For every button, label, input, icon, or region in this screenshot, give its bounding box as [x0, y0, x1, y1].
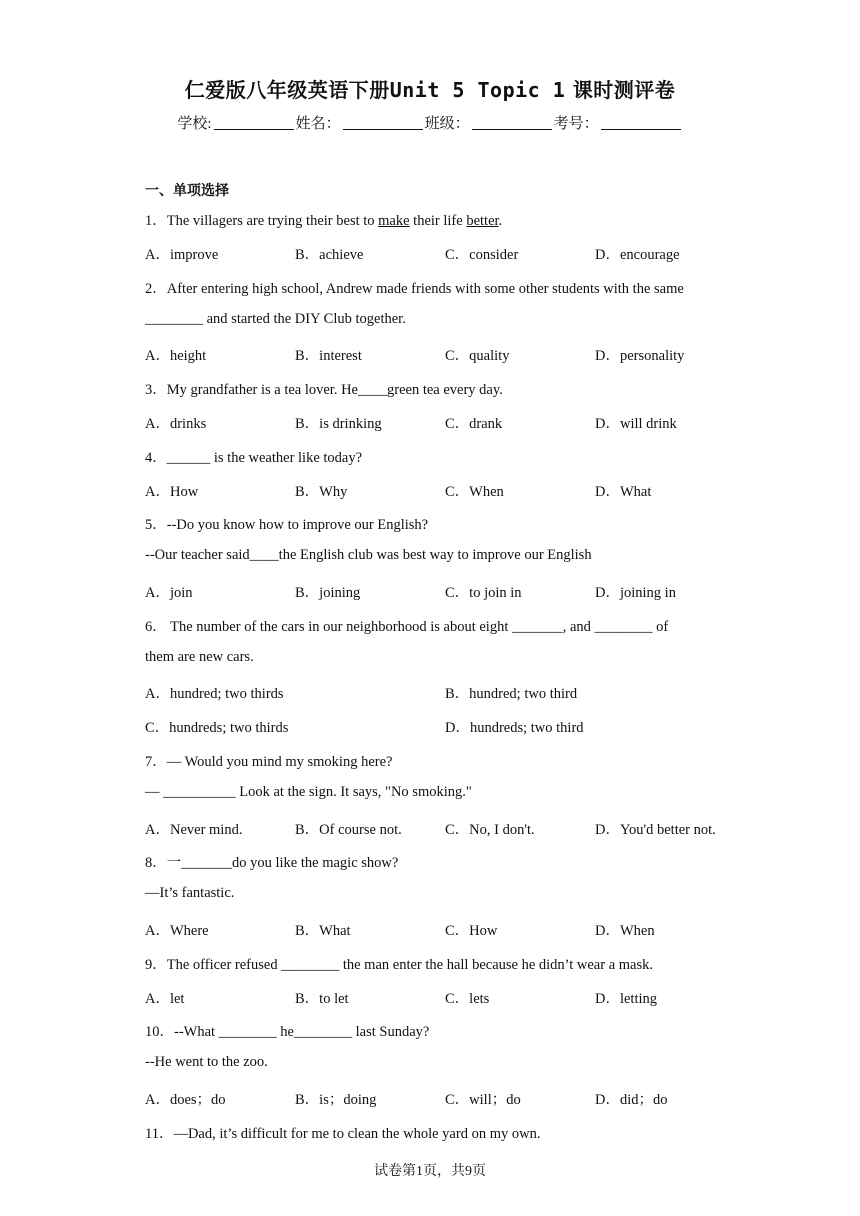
q4-option-b[interactable]: B．Why [295, 484, 348, 500]
q8-option-b[interactable]: B．What [295, 923, 351, 939]
q9-option-b[interactable]: B．to let [295, 991, 349, 1007]
page-footer: 试卷第1页，共9页 [374, 1164, 486, 1179]
q8-option-a[interactable]: A．Where [145, 923, 209, 939]
q1-option-d[interactable]: D．encourage [595, 247, 680, 263]
title-part-c: 课时测评卷 [572, 78, 676, 102]
q9-option-a[interactable]: A．let [145, 991, 185, 1007]
q1-underlined-better: better [466, 213, 499, 229]
section-title: 一、单项选择 [145, 183, 229, 199]
q4-option-a[interactable]: A．How [145, 484, 199, 500]
exam-number-blank[interactable] [601, 115, 681, 130]
title-part-b: Unit 5 Topic 1 [389, 78, 566, 102]
q3-option-c[interactable]: C．drank [445, 416, 503, 432]
q5-option-d[interactable]: D．joining in [595, 585, 676, 601]
q7-option-c[interactable]: C．No, I don't. [445, 822, 535, 838]
student-info-line [0, 112, 860, 133]
question-8-stem-line2: —It’s fantastic. [145, 885, 235, 901]
q1-option-a[interactable]: A．improve [145, 247, 219, 263]
class-blank[interactable] [472, 115, 552, 130]
q6-option-d[interactable]: D．hundreds; two third [445, 720, 584, 736]
q3-option-d[interactable]: D．will drink [595, 416, 677, 432]
q4-option-c[interactable]: C．When [445, 484, 504, 500]
question-10-stem-line2: --He went to the zoo. [145, 1054, 268, 1070]
q1-option-b[interactable]: B．achieve [295, 247, 364, 263]
question-7-stem-line2: — __________ Look at the sign. It says, "No smoking." [145, 784, 472, 800]
q5-option-c[interactable]: C．to join in [445, 585, 522, 601]
q2-option-c[interactable]: C．quality [445, 348, 510, 364]
q3-option-a[interactable]: A．drinks [145, 416, 207, 432]
q6-option-c[interactable]: C．hundreds; two thirds [145, 720, 289, 736]
q10-option-a[interactable]: A．does；do [145, 1092, 226, 1108]
question-11-stem-line1: 11．—Dad, it’s difficult for me to clean the whole yard on my own. [145, 1126, 541, 1142]
name-blank[interactable] [343, 115, 423, 130]
q6-option-b[interactable]: B．hundred; two third [445, 686, 578, 702]
q7-option-b[interactable]: B．Of course not. [295, 822, 402, 838]
question-2-stem-line2: ________ and started the DIY Club together. [145, 311, 406, 327]
q6-option-a[interactable]: A．hundred; two thirds [145, 686, 284, 702]
class-label: 班级： [424, 116, 470, 132]
q3-option-b[interactable]: B．is drinking [295, 416, 382, 432]
school-label: 学校: [177, 116, 212, 132]
page-title [0, 74, 860, 103]
q8-option-d[interactable]: D．When [595, 923, 655, 939]
q4-option-d[interactable]: D．What [595, 484, 652, 500]
question-1-stem [145, 209, 502, 230]
q7-option-d[interactable]: D．You'd better not. [595, 822, 716, 838]
q5-option-b[interactable]: B．joining [295, 585, 361, 601]
q9-option-d[interactable]: D．letting [595, 991, 658, 1007]
q2-option-b[interactable]: B．interest [295, 348, 362, 364]
q5-option-a[interactable]: A．join [145, 585, 193, 601]
q2-option-a[interactable]: A．height [145, 348, 207, 364]
school-blank[interactable] [214, 115, 294, 130]
question-10-stem-line1: 10．--What ________ he________ last Sunday? [145, 1024, 430, 1040]
q9-option-c[interactable]: C．lets [445, 991, 490, 1007]
name-label: 姓名： [295, 116, 341, 132]
q1-text-mid: their life [409, 213, 467, 229]
q1-underlined-make: make [378, 213, 410, 229]
q7-option-a[interactable]: A．Never mind. [145, 822, 243, 838]
title-part-a: 仁爱版八年级英语下册 [184, 78, 390, 102]
q1-option-c[interactable]: C．consider [445, 247, 519, 263]
question-5-stem-line1: 5．--Do you know how to improve our English? [145, 517, 429, 533]
question-2-stem-line1: 2．After entering high school, Andrew made friends with some other students with the same [145, 281, 684, 297]
q2-option-d[interactable]: D．personality [595, 348, 685, 364]
question-3-stem: 3．My grandfather is a tea lover. He____green tea every day. [145, 382, 503, 398]
exam-number-label: 考号： [553, 116, 599, 132]
q1-text-pre: 1．The villagers are trying their best to [145, 213, 379, 229]
q1-text-post: . [498, 213, 503, 229]
q10-option-d[interactable]: D．did；do [595, 1092, 668, 1108]
q8-option-c[interactable]: C．How [445, 923, 498, 939]
q10-option-c[interactable]: C．will；do [445, 1092, 521, 1108]
question-7-stem-line1: 7．— Would you mind my smoking here? [145, 754, 393, 770]
question-5-stem-line2: --Our teacher said____the English club was best way to improve our English [145, 547, 592, 563]
q10-option-b[interactable]: B．is；doing [295, 1092, 377, 1108]
question-6-stem-line1: 6． The number of the cars in our neighborhood is about eight _______, and ________ of [145, 619, 669, 635]
question-8-stem-line1: 8．一_______do you like the magic show? [145, 855, 399, 871]
question-6-stem-line2: them are new cars. [145, 649, 254, 665]
question-9-stem: 9．The officer refused ________ the man enter the hall because he didn’t wear a mask. [145, 957, 653, 973]
question-4-stem: 4．______ is the weather like today? [145, 450, 363, 466]
